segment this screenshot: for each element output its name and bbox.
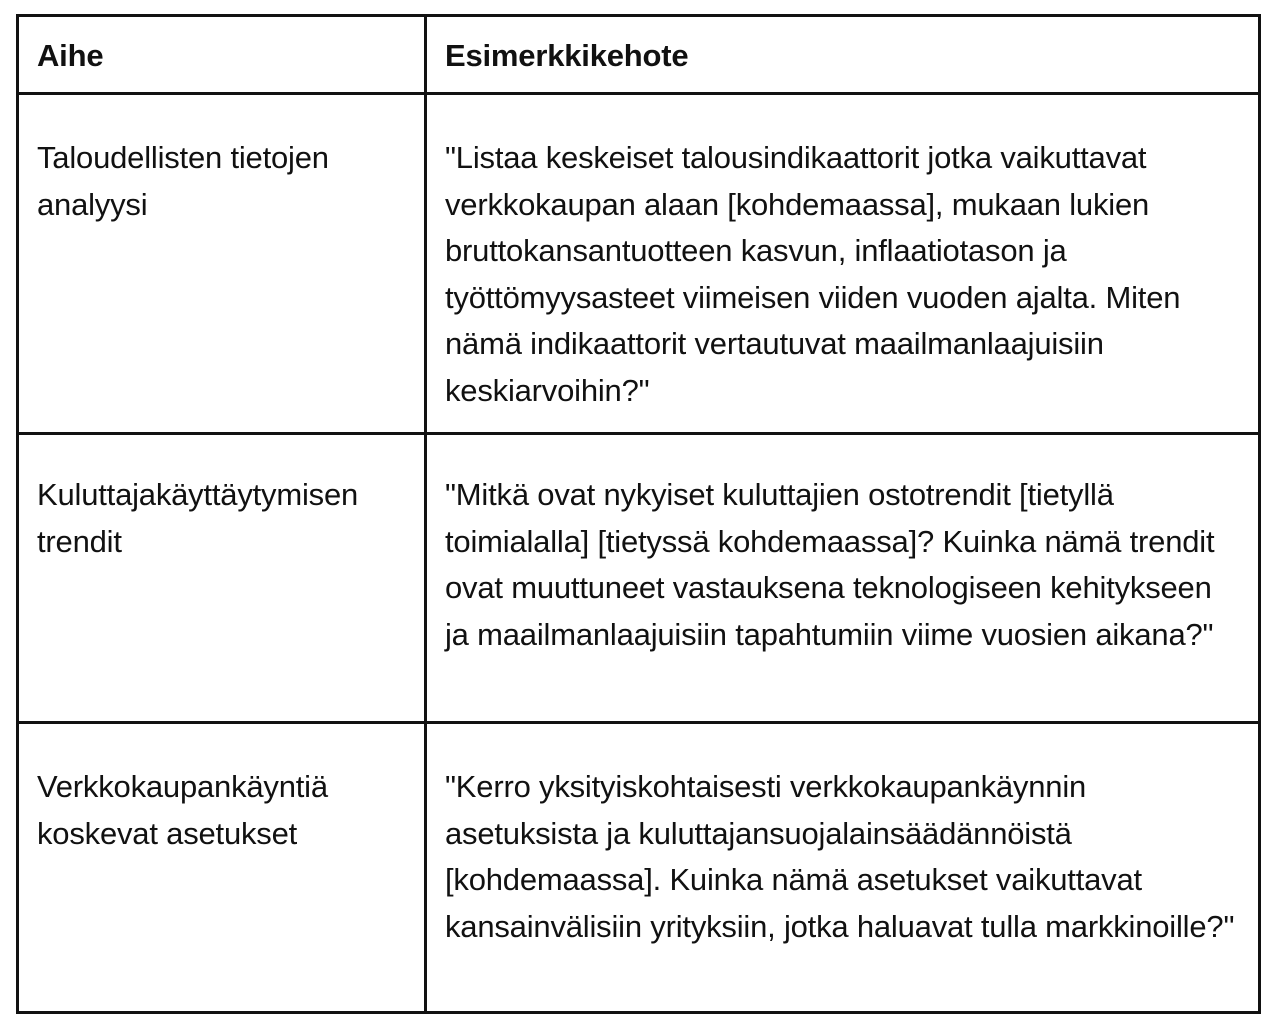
table-row xyxy=(18,94,1260,434)
table-row xyxy=(18,434,1260,723)
topic-cell: Taloudellisten tietojen analyysi xyxy=(18,94,426,434)
prompt-examples-table xyxy=(16,14,1261,1014)
prompt-cell: "Kerro yksityiskohtaisesti verkkokaupankäynnin asetuksista ja kuluttajansuojalainsäädännöistä [kohdemaassa]. Kuinka nämä asetukset vaikuttavat kansainvälisiin yrityksiin, jotka haluavat tulla markkinoille?" xyxy=(426,723,1260,1013)
table-header-row xyxy=(18,16,1260,94)
topic-cell: Kuluttajakäyttäytymisen trendit xyxy=(18,434,426,723)
topic-cell: Verkkokaupankäyntiä koskevat asetukset xyxy=(18,723,426,1013)
prompt-cell: "Mitkä ovat nykyiset kuluttajien ostotrendit [tietyllä toimialalla] [tietyssä kohdemaassa]? Kuinka nämä trendit ovat muuttuneet vastauksena teknologiseen kehitykseen ja maailmanlaajuisiin tapahtumiin viime vuosien aikana?" xyxy=(426,434,1260,723)
column-header-prompt: Esimerkkikehote xyxy=(426,16,1260,94)
prompt-cell: "Listaa keskeiset talousindikaattorit jotka vaikuttavat verkkokaupan alaan [kohdemaassa], mukaan lukien bruttokansantuotteen kasvun, inflaatiotason ja työttömyysasteet viimeisen viiden vuoden ajalta. Miten nämä indikaattorit vertautuvat maailmanlaajuisiin keskiarvoihin?" xyxy=(426,94,1260,434)
table-row xyxy=(18,723,1260,1013)
column-header-topic: Aihe xyxy=(18,16,426,94)
